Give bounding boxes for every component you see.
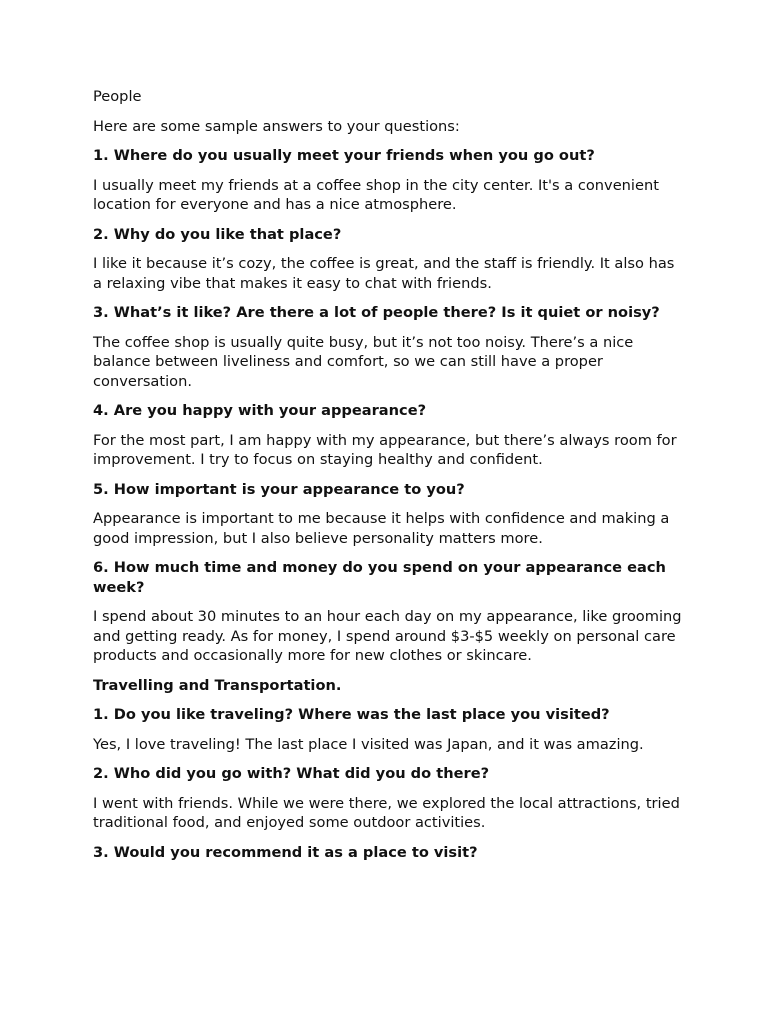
question-people-4: 4. Are you happy with your appearance? [93, 402, 427, 419]
question-travel-3: 3. Would you recommend it as a place to visit? [93, 843, 478, 861]
question-people-5: 5. How important is your appearance to you? [93, 480, 465, 498]
question-people-1: 1. Where do you usually meet your friends when you go out? [93, 147, 595, 164]
question-people-3: 3. What’s it like? Are there a lot of people there? Is it quiet or noisy? [93, 304, 660, 321]
section-title-travel: Travelling and Transportation. [93, 676, 342, 694]
answer-travel-2: I went with friends. While we were there, we explored the local attractions, tried traditional food, and enjoyed some outdoor activities. [93, 794, 680, 831]
answer-people-3: The coffee shop is usually quite busy, but it’s not too noisy. There’s a nice balance between liveliness and comfort, so we can still have a proper conversation. [93, 333, 634, 390]
answer-people-6: I spend about 30 minutes to an hour each day on my appearance, like grooming and getting ready. As for money, I spend around $3-$5 weekly on personal care products and occasionally more for new clothes or skincare. [93, 608, 682, 664]
question-travel-2: 2. Who did you go with? What did you do there? [93, 765, 490, 782]
question-people-6: 6. How much time and money do you spend on your appearance each week? [93, 559, 666, 596]
answer-people-2: I like it because it’s cozy, the coffee is great, and the staff is friendly. It also has a relaxing vibe that makes it easy to chat with friends. [93, 255, 675, 292]
answer-people-4: For the most part, I am happy with my appearance, but there’s always room for improvement. I try to focus on staying healthy and confident. [93, 431, 677, 468]
answer-travel-1: Yes, I love traveling! The last place I visited was Japan, and it was amazing. [93, 735, 644, 753]
section-title-people: People [93, 88, 142, 105]
answer-people-1: I usually meet my friends at a coffee shop in the city center. It's a convenient location for everyone and has a nice atmosphere. [93, 176, 659, 213]
question-people-2: 2. Why do you like that place? [93, 225, 342, 243]
intro-text: Here are some sample answers to your questions: [93, 117, 460, 135]
question-travel-1: 1. Do you like traveling? Where was the last place you visited? [93, 706, 610, 723]
answer-people-5: Appearance is important to me because it helps with confidence and making a good impression, but I also believe personality matters more. [93, 510, 670, 547]
document-body [93, 87, 685, 872]
